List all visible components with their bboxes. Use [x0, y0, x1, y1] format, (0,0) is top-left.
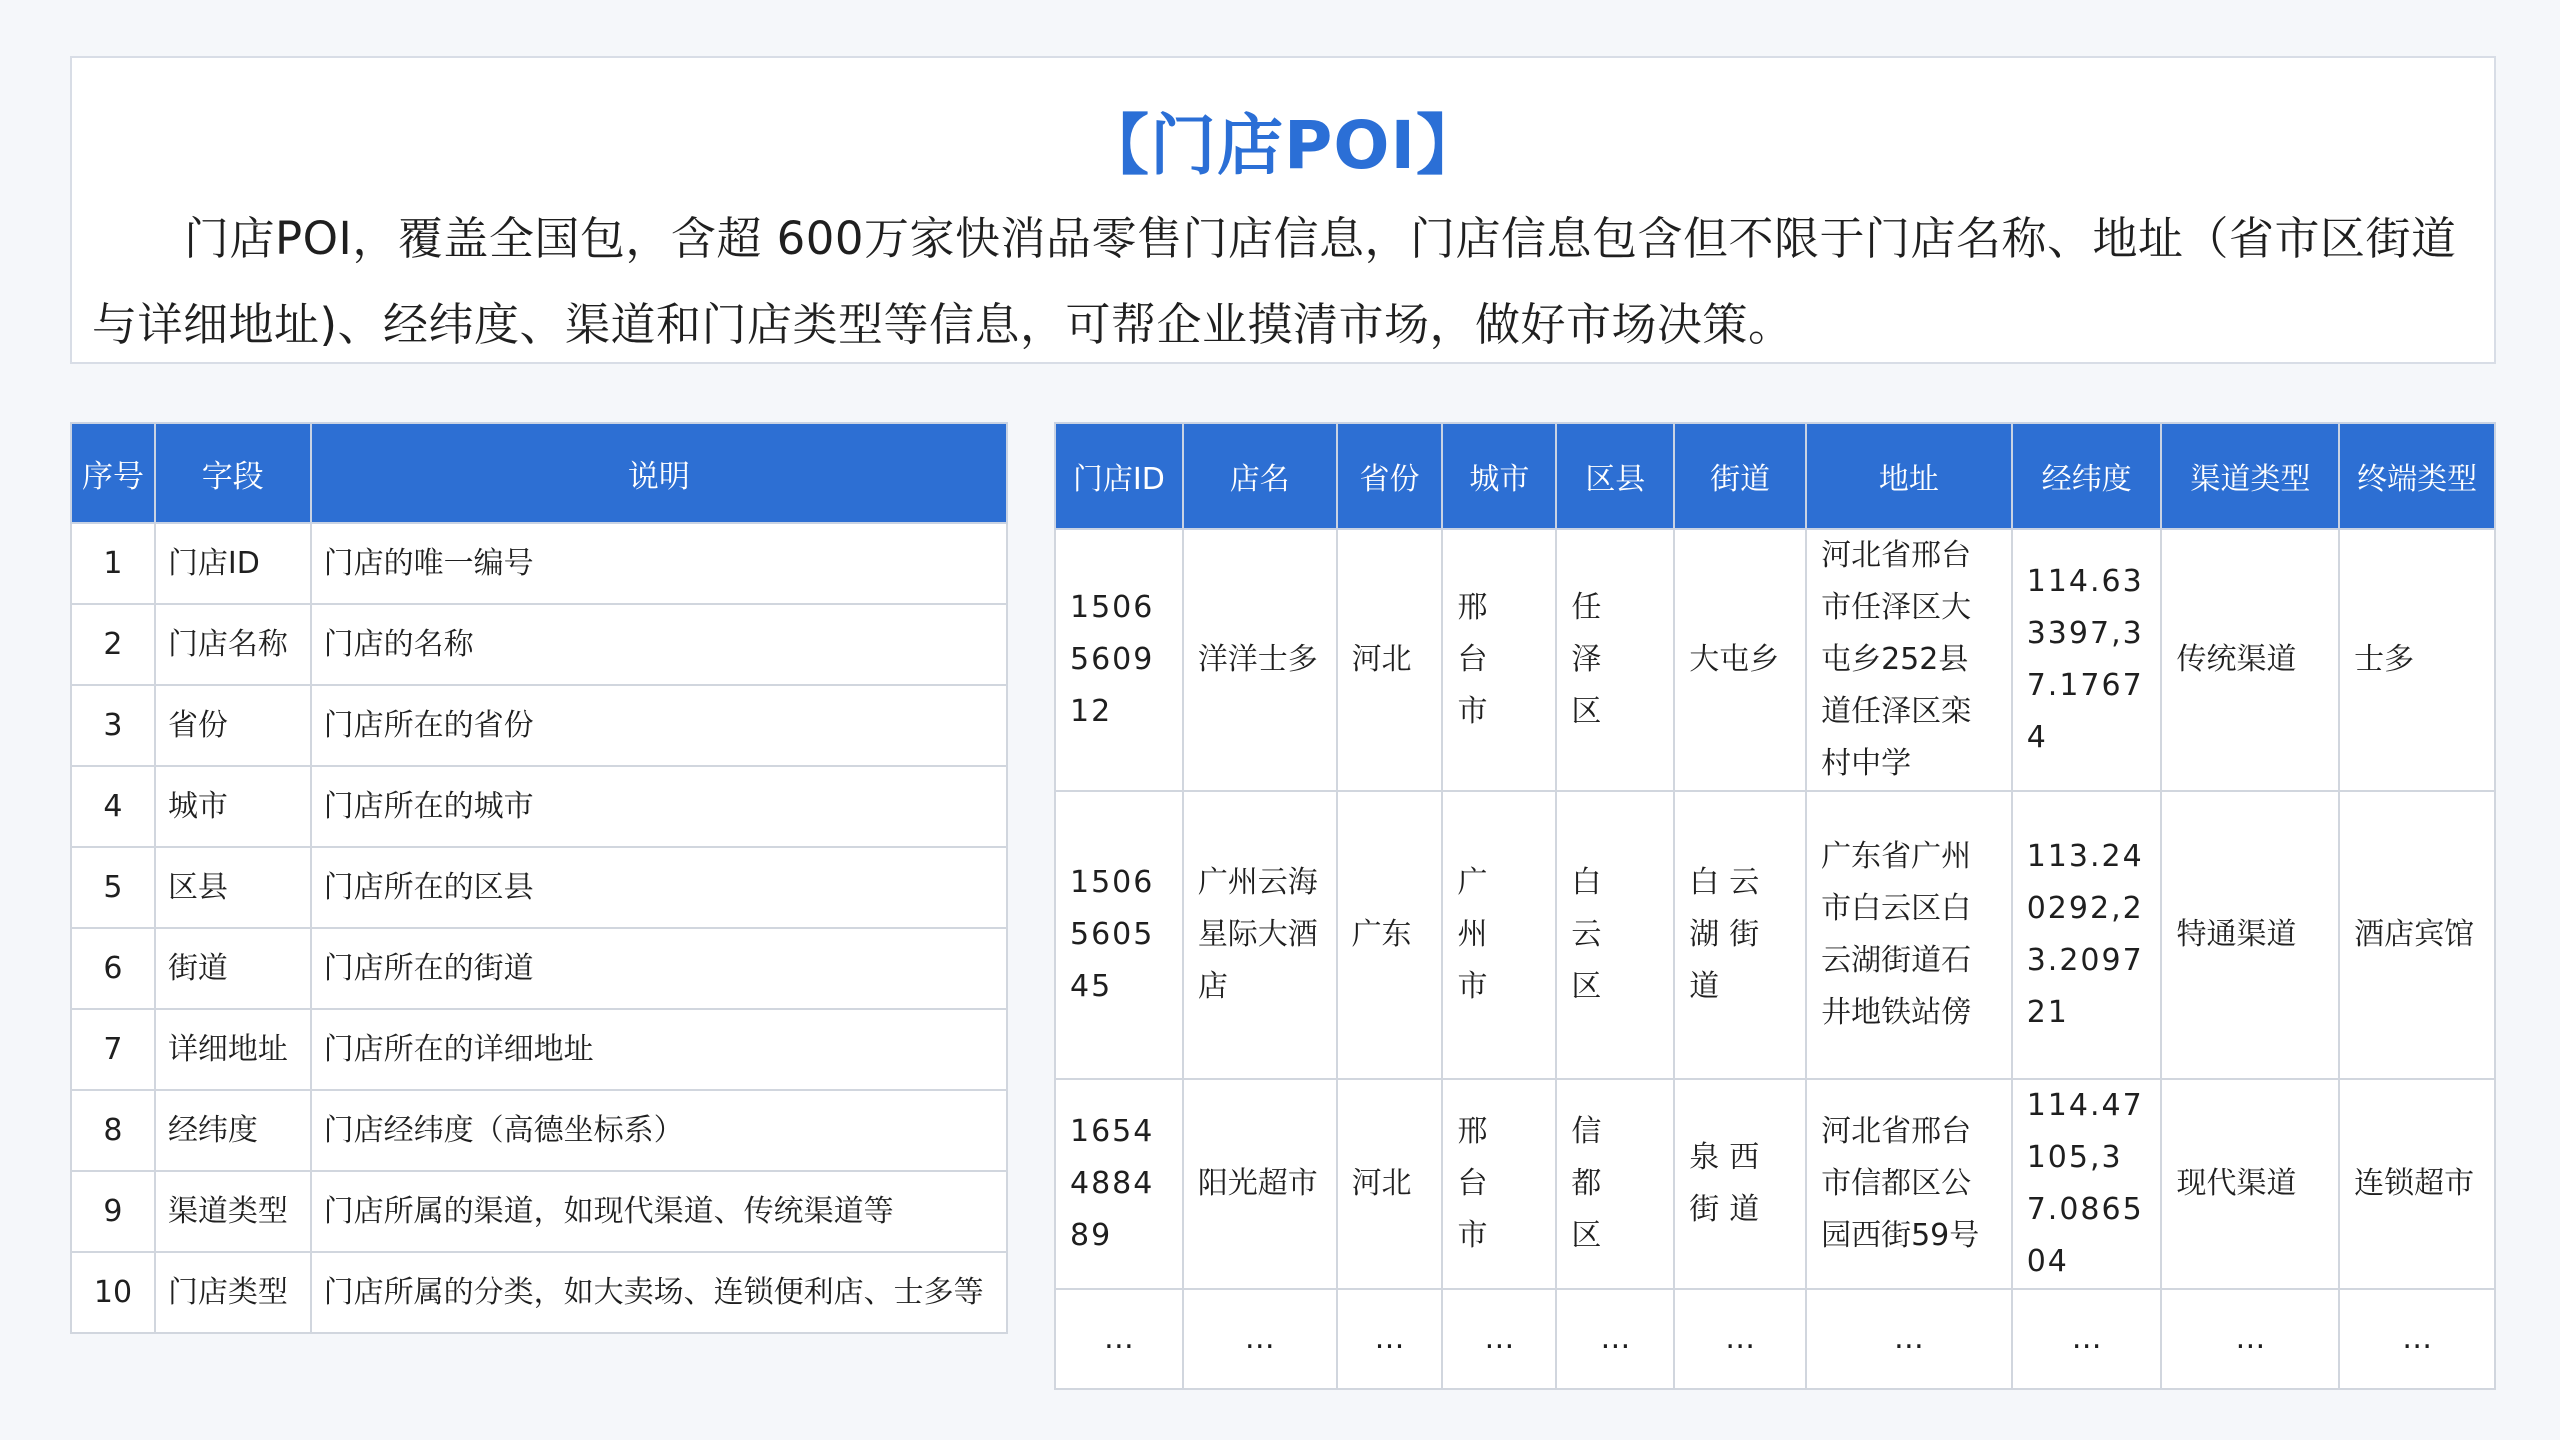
table-row	[71, 766, 1007, 847]
table-row	[71, 685, 1007, 766]
cell-street: 白云湖街道	[1674, 791, 1806, 1079]
page-title: 【门店POI】	[1082, 107, 1484, 184]
cell-province: 广东	[1337, 791, 1443, 1079]
header-desc: 说明	[311, 423, 1007, 523]
ellipsis-cell: …	[1337, 1289, 1443, 1389]
ellipsis-cell: …	[1556, 1289, 1674, 1389]
table-row	[71, 1171, 1007, 1252]
row-field: 经纬度	[155, 1090, 311, 1171]
row-no: 4	[71, 766, 155, 847]
header-store-name: 店名	[1183, 423, 1337, 529]
cell-coords: 113.240292,23.209721	[2012, 791, 2162, 1079]
cell-district: 白云区	[1556, 791, 1674, 1079]
intro-panel	[70, 56, 2496, 364]
cell-address: 河北省邢台市任泽区大屯乡252县道任泽区栾村中学	[1806, 529, 2012, 791]
row-desc: 门店所属的分类，如大卖场、连锁便利店、士多等	[311, 1252, 1007, 1333]
table-row	[71, 1252, 1007, 1333]
ellipsis-cell: …	[1674, 1289, 1806, 1389]
table-row	[71, 1009, 1007, 1090]
row-desc: 门店所在的详细地址	[311, 1009, 1007, 1090]
row-desc: 门店所在的省份	[311, 685, 1007, 766]
row-field: 门店类型	[155, 1252, 311, 1333]
ellipsis-cell: …	[2339, 1289, 2495, 1389]
ellipsis-cell: …	[2161, 1289, 2339, 1389]
sample-table-header-row	[1055, 423, 2495, 529]
row-field: 街道	[155, 928, 311, 1009]
table-row	[71, 523, 1007, 604]
cell-city: 邢台市	[1442, 529, 1556, 791]
header-store-id: 门店ID	[1055, 423, 1183, 529]
table-row-ellipsis	[1055, 1289, 2495, 1389]
table-row	[1055, 529, 2495, 791]
table-row	[71, 928, 1007, 1009]
row-field: 门店ID	[155, 523, 311, 604]
intro-description: 门店POI，覆盖全国包，含超 600万家快消品零售门店信息，门店信息包含但不限于门店名称、地址（省市区街道与详细地址)、经纬度、渠道和门店类型等信息，可帮企业摸清市场，做好市场决策。	[92, 212, 2457, 351]
row-field: 门店名称	[155, 604, 311, 685]
row-no: 9	[71, 1171, 155, 1252]
row-desc: 门店经纬度（高德坐标系）	[311, 1090, 1007, 1171]
table-row	[71, 847, 1007, 928]
table-row	[71, 604, 1007, 685]
ellipsis-cell: …	[2012, 1289, 2162, 1389]
row-field: 区县	[155, 847, 311, 928]
cell-coords: 114.47105,37.086504	[2012, 1079, 2162, 1289]
cell-store-id: 1506560545	[1055, 791, 1183, 1079]
cell-store-id: 1654488489	[1055, 1079, 1183, 1289]
row-no: 6	[71, 928, 155, 1009]
row-no: 1	[71, 523, 155, 604]
cell-address: 河北省邢台市信都区公园西街59号	[1806, 1079, 2012, 1289]
table-row	[1055, 791, 2495, 1079]
row-no: 7	[71, 1009, 155, 1090]
header-district: 区县	[1556, 423, 1674, 529]
row-desc: 门店的名称	[311, 604, 1007, 685]
cell-city: 广州市	[1442, 791, 1556, 1079]
table-row	[71, 1090, 1007, 1171]
ellipsis-cell: …	[1806, 1289, 2012, 1389]
header-no: 序号	[71, 423, 155, 523]
row-desc: 门店的唯一编号	[311, 523, 1007, 604]
cell-coords: 114.633397,37.17674	[2012, 529, 2162, 791]
header-address: 地址	[1806, 423, 2012, 529]
cell-store-name: 洋洋士多	[1183, 529, 1337, 791]
row-no: 5	[71, 847, 155, 928]
row-field: 渠道类型	[155, 1171, 311, 1252]
cell-channel: 特通渠道	[2161, 791, 2339, 1079]
row-no: 3	[71, 685, 155, 766]
field-definition-table	[70, 422, 1008, 1334]
cell-store-id: 1506560912	[1055, 529, 1183, 791]
cell-street: 泉西街道	[1674, 1079, 1806, 1289]
header-coords: 经纬度	[2012, 423, 2162, 529]
row-field: 详细地址	[155, 1009, 311, 1090]
row-no: 10	[71, 1252, 155, 1333]
cell-terminal: 酒店宾馆	[2339, 791, 2495, 1079]
row-field: 城市	[155, 766, 311, 847]
field-table-header-row	[71, 423, 1007, 523]
header-province: 省份	[1337, 423, 1443, 529]
table-row	[1055, 1079, 2495, 1289]
cell-channel: 传统渠道	[2161, 529, 2339, 791]
row-desc: 门店所在的城市	[311, 766, 1007, 847]
ellipsis-cell: …	[1183, 1289, 1337, 1389]
row-no: 8	[71, 1090, 155, 1171]
cell-terminal: 连锁超市	[2339, 1079, 2495, 1289]
cell-street: 大屯乡	[1674, 529, 1806, 791]
cell-channel: 现代渠道	[2161, 1079, 2339, 1289]
cell-store-name: 阳光超市	[1183, 1079, 1337, 1289]
row-desc: 门店所在的街道	[311, 928, 1007, 1009]
ellipsis-cell: …	[1055, 1289, 1183, 1389]
row-desc: 门店所在的区县	[311, 847, 1007, 928]
header-field: 字段	[155, 423, 311, 523]
cell-store-name: 广州云海星际大酒店	[1183, 791, 1337, 1079]
header-channel: 渠道类型	[2161, 423, 2339, 529]
cell-city: 邢台市	[1442, 1079, 1556, 1289]
header-city: 城市	[1442, 423, 1556, 529]
cell-address: 广东省广州市白云区白云湖街道石井地铁站傍	[1806, 791, 2012, 1079]
header-terminal: 终端类型	[2339, 423, 2495, 529]
cell-province: 河北	[1337, 1079, 1443, 1289]
cell-terminal: 士多	[2339, 529, 2495, 791]
row-field: 省份	[155, 685, 311, 766]
row-no: 2	[71, 604, 155, 685]
row-desc: 门店所属的渠道，如现代渠道、传统渠道等	[311, 1171, 1007, 1252]
cell-province: 河北	[1337, 529, 1443, 791]
sample-data-table	[1054, 422, 2496, 1390]
ellipsis-cell: …	[1442, 1289, 1556, 1389]
cell-district: 信都区	[1556, 1079, 1674, 1289]
header-street: 街道	[1674, 423, 1806, 529]
cell-district: 任泽区	[1556, 529, 1674, 791]
